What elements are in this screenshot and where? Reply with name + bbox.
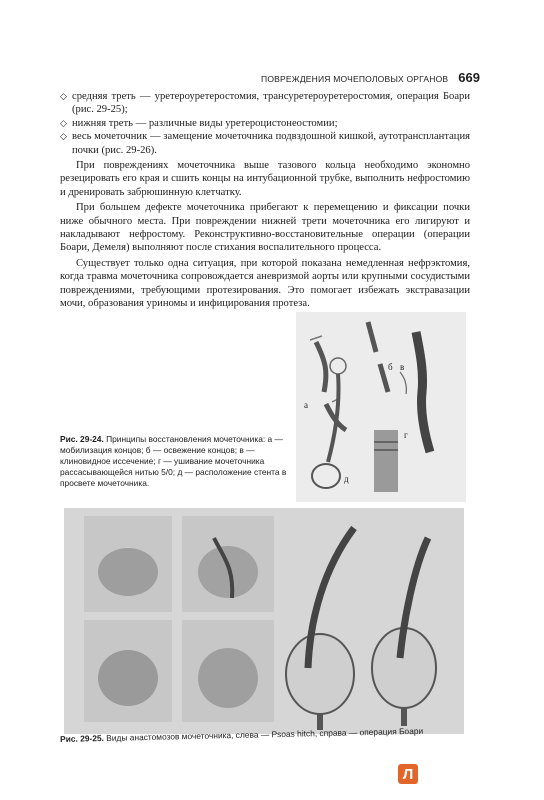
- diamond-bullet-icon: ◇: [60, 91, 67, 101]
- figure-29-25-illustration: [64, 508, 464, 734]
- figure-caption-text: Принципы восстановления мочеточника: а — мобилизация концов; б — освежение концов; в — клиновидное иссечение; г — ушивание мочеточника рассасывающейся нитью 5/0; д — расположение стента в просвете мочеточника.: [60, 434, 287, 488]
- figure-29-24-caption: [60, 434, 288, 489]
- list-item-text: средняя треть — уретероуретеростомия, трансуретероуретеростомия, операция Боари (рис. 29-25);: [72, 91, 470, 116]
- panel-letter-d: д: [344, 474, 349, 484]
- panel-letter-v: в: [400, 362, 405, 372]
- figure-29-24-illustration: [296, 312, 466, 502]
- figure-caption-text: Виды анастомозов мочеточника, слева — Psoas hitch, справа — операция Боари: [106, 725, 424, 743]
- diamond-bullet-icon: ◇: [60, 117, 67, 128]
- paragraph: При большем дефекте мочеточника прибегают к перемещению и фиксации почки ниже обычного места. При повреждении нижней трети мочеточника его лигируют и накладывают нефростому. Реконструктивно-восстановительные операции (операции Боари, Демеля) выполняют после стихания воспалительного процесса.: [60, 202, 470, 254]
- list-item: [60, 90, 470, 117]
- header-section-title: ПОВРЕЖДЕНИЯ МОЧЕПОЛОВЫХ ОРГАНОВ: [261, 74, 449, 84]
- figure-label: Рис. 29-24.: [60, 434, 104, 444]
- list-item: [60, 130, 470, 157]
- anastomosis-drawing: [64, 508, 464, 734]
- list-item: [60, 117, 470, 130]
- page-number: 669: [458, 70, 480, 85]
- panel-letter-a: а: [304, 400, 308, 410]
- body-text: [60, 90, 470, 311]
- figure-label: Рис. 29-25.: [60, 733, 105, 744]
- panel-letter-b: б: [388, 362, 393, 372]
- paragraph: При повреждениях мочеточника выше тазового кольца необходимо экономно резецировать его края и сшить концы на интубационной трубке, выполнить нефростомию и дренировать забрюшинную клетчатку.: [60, 160, 470, 198]
- list-item-text: нижняя треть — различные виды уретероцистонеостомии;: [72, 117, 338, 129]
- ureter-repair-drawing: [296, 312, 466, 502]
- diamond-bullet-icon: ◇: [60, 131, 67, 142]
- running-header: [240, 70, 480, 86]
- publisher-logo: Л: [398, 764, 418, 784]
- list-item-text: весь мочеточник — замещение мочеточника подвздошной кишкой, аутотрансплантация почки (рис. 29-26).: [72, 131, 470, 156]
- panel-letter-g: г: [404, 430, 408, 440]
- paragraph: Существует только одна ситуация, при которой показана немедленная нефрэктомия, когда травма мочеточника сопровождается аневризмой аорты или крупными сосудистыми повреждениями, требующими протезирования. Это помогает избежать экстравазации мочи, образования уриномы и инфицирования протеза.: [60, 257, 470, 310]
